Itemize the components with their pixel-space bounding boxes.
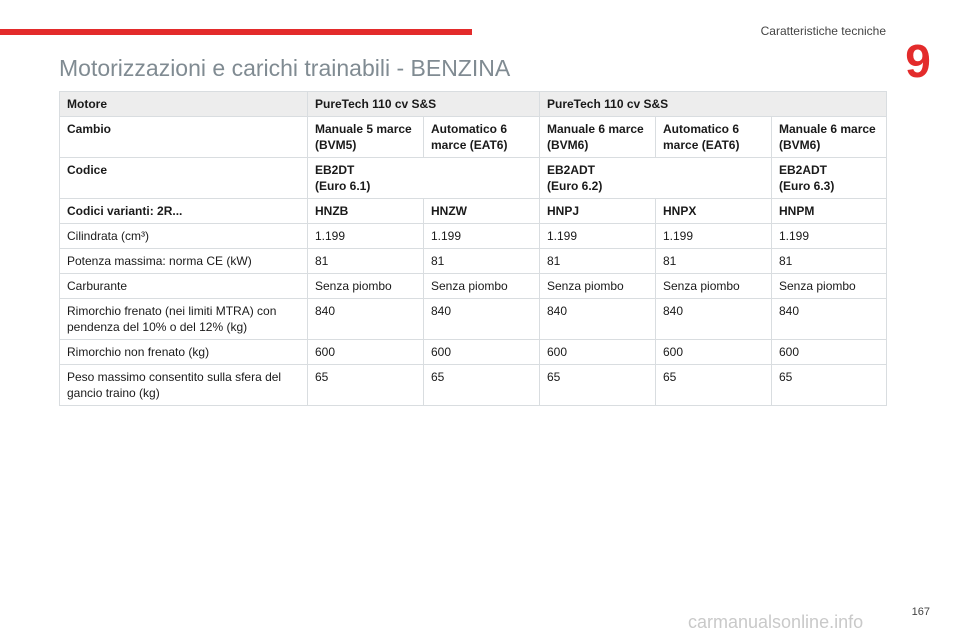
row-label: Codici varianti: 2R... [60, 199, 308, 224]
table-cell: PureTech 110 cv S&S [308, 92, 540, 117]
table-cell: 840 [772, 299, 887, 340]
chapter-number: 9 [905, 35, 931, 87]
watermark: carmanualsonline.info [688, 612, 864, 632]
page-title: Motorizzazioni e carichi trainabili - BENZINA [59, 55, 511, 81]
table-cell: 81 [308, 249, 424, 274]
table-row-cambio [60, 117, 887, 158]
table-cell: 840 [308, 299, 424, 340]
table-row [60, 340, 887, 365]
table-cell: 65 [308, 365, 424, 406]
engine-code: EB2ADT [779, 163, 828, 177]
table-cell: 65 [772, 365, 887, 406]
table-cell: HNPX [656, 199, 772, 224]
table-cell: HNPM [772, 199, 887, 224]
table-cell: 65 [424, 365, 540, 406]
table-row [60, 274, 887, 299]
table-cell: Senza piombo [656, 274, 772, 299]
table-cell: 1.199 [772, 224, 887, 249]
page-number: 167 [911, 606, 930, 618]
table-cell: 840 [540, 299, 656, 340]
table-cell: Senza piombo [424, 274, 540, 299]
section-label: Caratteristiche tecniche [760, 24, 886, 38]
table-row [60, 299, 887, 340]
table-cell: Senza piombo [772, 274, 887, 299]
table-cell: 81 [656, 249, 772, 274]
table-cell [308, 158, 540, 199]
row-label: Peso massimo consentito sulla sfera del gancio traino (kg) [60, 365, 308, 406]
row-label: Cilindrata (cm³) [60, 224, 308, 249]
emission-norm: (Euro 6.3) [779, 179, 835, 193]
table-cell: Manuale 5 marce (BVM5) [308, 117, 424, 158]
table-cell: 600 [308, 340, 424, 365]
table-cell: Automatico 6 marce (EAT6) [424, 117, 540, 158]
table-cell: HNZW [424, 199, 540, 224]
row-label: Carburante [60, 274, 308, 299]
table-cell: 81 [772, 249, 887, 274]
table-cell: 840 [424, 299, 540, 340]
table-cell: Senza piombo [308, 274, 424, 299]
table-cell: 600 [772, 340, 887, 365]
table-cell: 81 [540, 249, 656, 274]
table-cell [540, 158, 772, 199]
emission-norm: (Euro 6.2) [547, 179, 603, 193]
table-cell: Manuale 6 marce (BVM6) [540, 117, 656, 158]
table-cell: PureTech 110 cv S&S [540, 92, 887, 117]
table-cell [772, 158, 887, 199]
specs-table [59, 91, 887, 406]
table-cell: 81 [424, 249, 540, 274]
table-cell: 600 [424, 340, 540, 365]
row-label: Potenza massima: norma CE (kW) [60, 249, 308, 274]
table-cell: 1.199 [424, 224, 540, 249]
table-cell: Senza piombo [540, 274, 656, 299]
table-row [60, 224, 887, 249]
table-row [60, 249, 887, 274]
table-cell: 1.199 [656, 224, 772, 249]
table-cell: 1.199 [540, 224, 656, 249]
engine-code: EB2ADT [547, 163, 596, 177]
row-label: Codice [60, 158, 308, 199]
table-cell: 65 [656, 365, 772, 406]
table-row-motore [60, 92, 887, 117]
table-cell: 1.199 [308, 224, 424, 249]
row-label: Cambio [60, 117, 308, 158]
table-cell: HNZB [308, 199, 424, 224]
row-label: Rimorchio non frenato (kg) [60, 340, 308, 365]
table-row [60, 199, 887, 224]
table-row [60, 365, 887, 406]
table-cell: HNPJ [540, 199, 656, 224]
table-cell: 65 [540, 365, 656, 406]
table-cell: 600 [540, 340, 656, 365]
table-cell: 600 [656, 340, 772, 365]
header-accent-bar [0, 29, 472, 35]
engine-code: EB2DT [315, 163, 355, 177]
table-cell: Manuale 6 marce (BVM6) [772, 117, 887, 158]
table-cell: 840 [656, 299, 772, 340]
emission-norm: (Euro 6.1) [315, 179, 371, 193]
row-label: Rimorchio frenato (nei limiti MTRA) con pendenza del 10% o del 12% (kg) [60, 299, 308, 340]
row-label: Motore [60, 92, 308, 117]
table-cell: Automatico 6 marce (EAT6) [656, 117, 772, 158]
table-row-codice [60, 158, 887, 199]
